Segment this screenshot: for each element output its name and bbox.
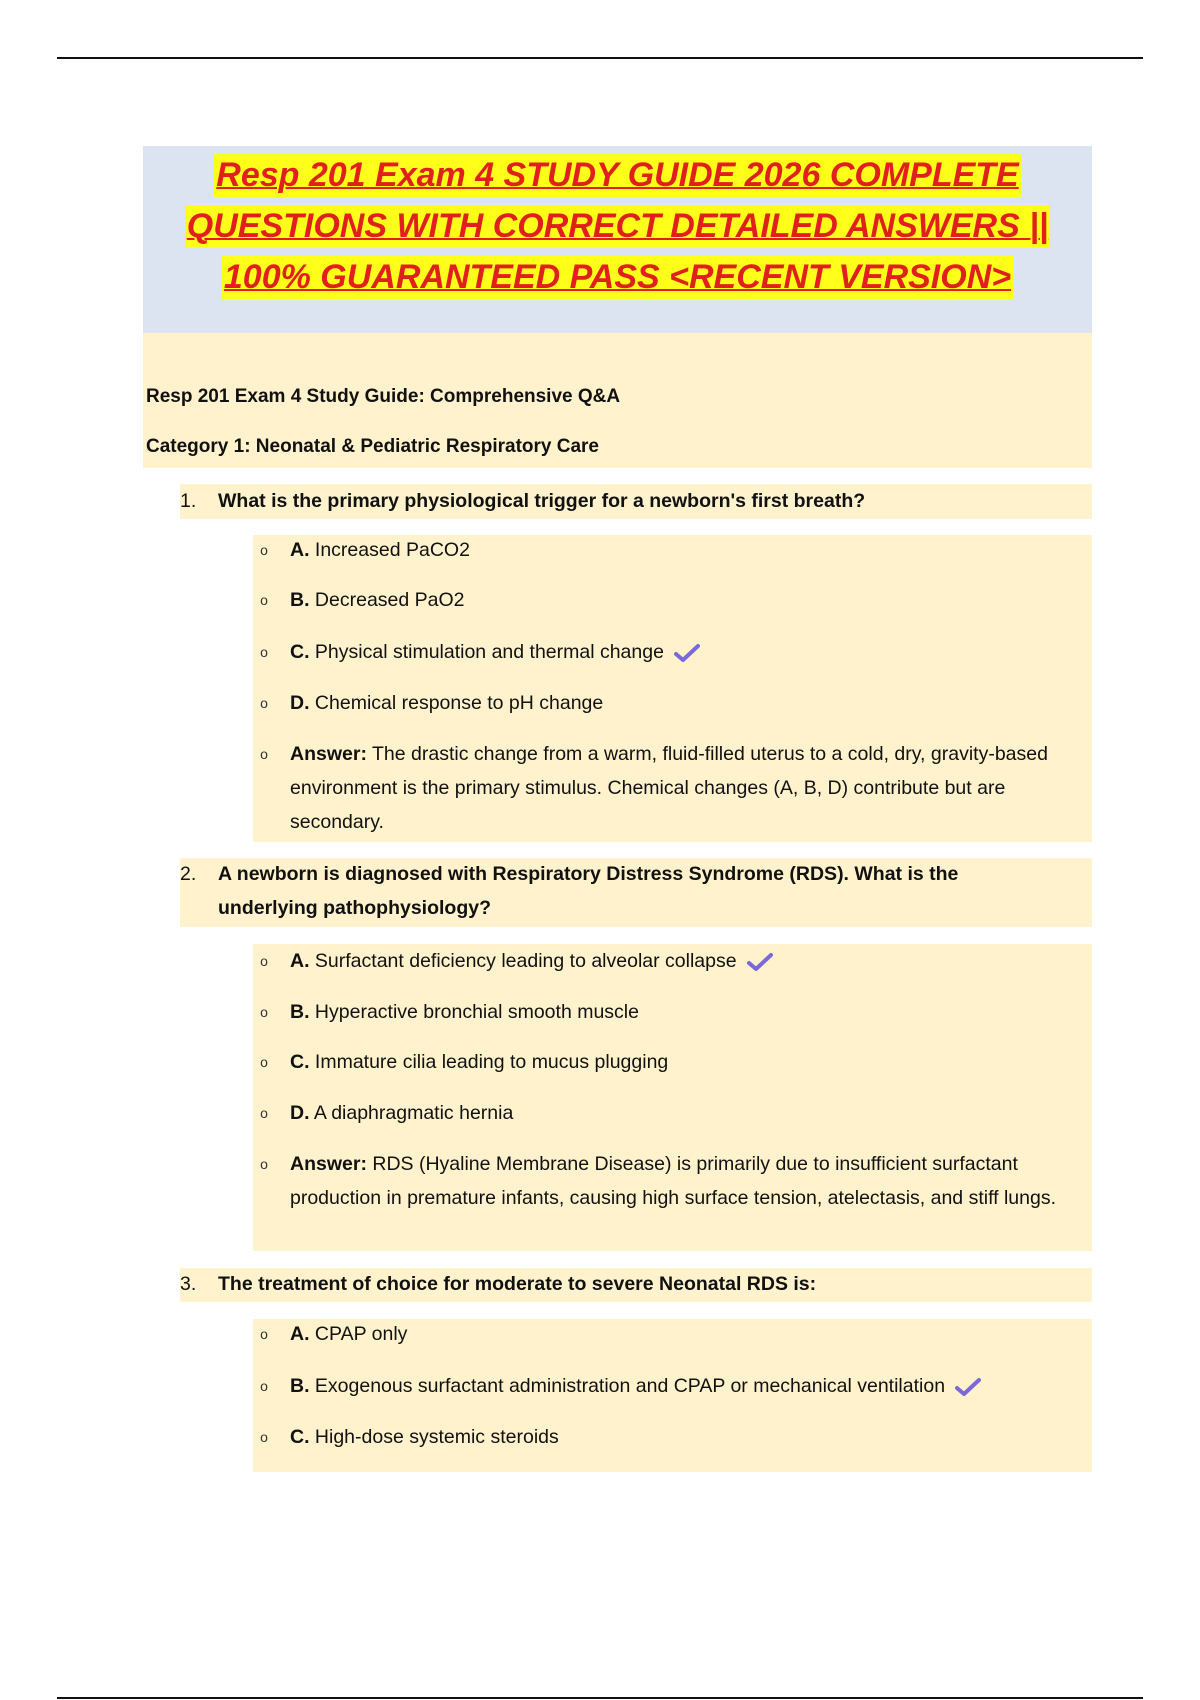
option-letter: C. — [290, 1051, 310, 1073]
bullet-icon: o — [260, 746, 268, 762]
answer-text: RDS (Hyaline Membrane Disease) is primarily due to insufficient surfactant production in premature infants, causing high surface tension, atelectasis, and stiff lungs. — [290, 1153, 1057, 1209]
question-number: 3. — [180, 1273, 197, 1295]
bullet-icon: o — [260, 1326, 268, 1342]
question-text: What is the primary physiological trigger for a newborn's first breath? — [218, 490, 866, 512]
bullet-icon: o — [260, 953, 268, 969]
option-letter: B. — [290, 1375, 310, 1397]
title-line-2: QUESTIONS WITH CORRECT DETAILED ANSWERS || — [185, 205, 1050, 248]
option-letter: B. — [290, 1001, 310, 1023]
option-text: A diaphragmatic hernia — [313, 1102, 514, 1124]
answer-text: The drastic change from a warm, fluid-filled uterus to a cold, dry, gravity-based environment is the primary stimulus. Chemical changes (A, B, D) contribute but are secondary. — [290, 743, 1048, 833]
bullet-icon: o — [260, 695, 268, 711]
option-letter: C. — [290, 1426, 310, 1448]
option-text: Surfactant deficiency leading to alveolar collapse — [314, 950, 737, 972]
option-text: CPAP only — [314, 1323, 408, 1345]
option-text: Chemical response to pH change — [314, 692, 604, 714]
bullet-icon: o — [260, 1004, 268, 1020]
option-text: Physical stimulation and thermal change — [314, 641, 664, 663]
bullet-icon: o — [260, 592, 268, 608]
option-text: High-dose systemic steroids — [314, 1426, 559, 1448]
option-letter: A. — [290, 539, 310, 561]
bullet-icon: o — [260, 1378, 268, 1394]
option-letter: B. — [290, 589, 310, 611]
question-number: 2. — [180, 863, 197, 885]
option-text: Exogenous surfactant administration and CPAP or mechanical ventilation — [314, 1375, 946, 1397]
checkmark-icon — [747, 952, 773, 972]
document-heading: Resp 201 Exam 4 Study Guide: Comprehensive Q&A — [146, 386, 621, 407]
option-text: Immature cilia leading to mucus plugging — [314, 1051, 669, 1073]
question-text: The treatment of choice for moderate to severe Neonatal RDS is: — [218, 1273, 817, 1295]
option-letter: D. — [290, 1102, 310, 1124]
question-text: A newborn is diagnosed with Respiratory Distress Syndrome (RDS). What is the underlying pathophysiology? — [218, 863, 959, 919]
title-line-3: 100% GUARANTEED PASS <RECENT VERSION> — [222, 256, 1013, 299]
option-text: Hyperactive bronchial smooth muscle — [314, 1001, 639, 1023]
bullet-icon: o — [260, 1105, 268, 1121]
category-heading: Category 1: Neonatal & Pediatric Respiratory Care — [146, 436, 599, 457]
option-letter: D. — [290, 692, 310, 714]
bullet-icon: o — [260, 1429, 268, 1445]
bullet-icon: o — [260, 644, 268, 660]
option-letter: A. — [290, 950, 310, 972]
bullet-icon: o — [260, 542, 268, 558]
answer-label: Answer: — [290, 743, 367, 765]
answer-label: Answer: — [290, 1153, 367, 1175]
title-banner — [143, 146, 1092, 333]
option-letter: C. — [290, 641, 310, 663]
checkmark-icon — [674, 643, 700, 663]
checkmark-icon — [955, 1377, 981, 1397]
option-text: Increased PaCO2 — [314, 539, 470, 561]
bottom-rule — [57, 1697, 1143, 1699]
option-letter: A. — [290, 1323, 310, 1345]
bullet-icon: o — [260, 1054, 268, 1070]
question-number: 1. — [180, 490, 197, 512]
option-text: Decreased PaO2 — [314, 589, 465, 611]
top-rule — [57, 57, 1143, 59]
title-line-1: Resp 201 Exam 4 STUDY GUIDE 2026 COMPLETE — [214, 154, 1020, 197]
bullet-icon: o — [260, 1156, 268, 1172]
